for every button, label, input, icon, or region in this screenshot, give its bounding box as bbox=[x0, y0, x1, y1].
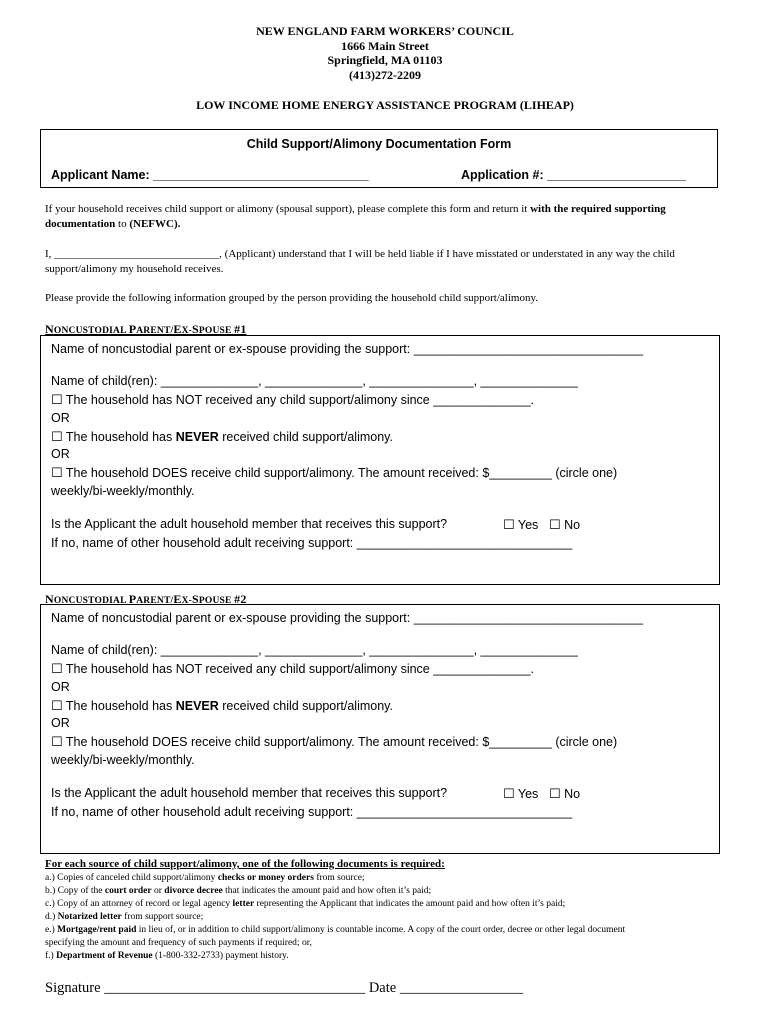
doc-item-b: b.) Copy of the court order or divorce decree that indicates the amount paid and how often it’s paid; bbox=[45, 886, 432, 896]
doc-item-a: a.) Copies of canceled child support/alimony checks or money orders from source; bbox=[45, 873, 365, 883]
doc-item-f: f.) Department of Revenue (1-800-332-2733) payment history. bbox=[45, 951, 289, 961]
checkbox-icon[interactable]: ☐ bbox=[503, 786, 515, 801]
form-title: Child Support/Alimony Documentation Form bbox=[246, 137, 512, 151]
doc-item-e: e.) Mortgage/rent paid in lieu of, or in addition to child support/alimony is countable income. A copy of the court order, decree or other legal document specifying the amount and frequency of such payments if required; or, bbox=[45, 925, 626, 948]
children-names-field[interactable]: Name of child(ren): ______________, ______________, _______________, ______________ bbox=[51, 374, 578, 388]
option-never-received[interactable]: ☐ The household has NEVER received child support/alimony. bbox=[51, 698, 393, 713]
org-name: NEW ENGLAND FARM WORKERS’ COUNCIL bbox=[256, 24, 514, 38]
liability-statement[interactable]: I, ______________________________, (Applicant) understand that I will be held liable if I have misstated or understated in any way the child support/alimony my household receives. bbox=[45, 248, 675, 275]
org-header bbox=[0, 24, 770, 82]
required-documents bbox=[45, 857, 725, 963]
or-label: OR bbox=[51, 716, 70, 730]
documents-heading: For each source of child support/alimony, one of the following documents is required: bbox=[45, 858, 445, 870]
signature-line[interactable] bbox=[45, 980, 523, 997]
checkbox-icon[interactable]: ☐ bbox=[503, 517, 515, 532]
intro-text: If your household receives child support or alimony (spousal support), please complete this form and return it bbox=[45, 203, 531, 215]
doc-item-d: d.) Notarized letter from support source; bbox=[45, 912, 204, 922]
or-label: OR bbox=[51, 411, 70, 425]
option-not-received[interactable]: ☐ The household has NOT received any child support/alimony since ______________. bbox=[51, 392, 535, 407]
intro-bold-org: (NEFWC). bbox=[129, 218, 181, 230]
other-adult-field[interactable]: If no, name of other household adult receiving support: _______________________________ bbox=[51, 805, 573, 819]
applicant-question: Is the Applicant the adult household member that receives this support? bbox=[51, 517, 448, 531]
no-option[interactable]: ☐ No bbox=[549, 786, 581, 801]
checkbox-icon[interactable]: ☐ bbox=[51, 429, 63, 444]
option-not-received[interactable]: ☐ The household has NOT received any child support/alimony since ______________. bbox=[51, 661, 535, 676]
provider-name-field[interactable]: Name of noncustodial parent or ex-spouse providing the support: _________________________________ bbox=[51, 342, 644, 356]
checkbox-icon[interactable]: ☐ bbox=[51, 465, 63, 480]
section-1-box bbox=[40, 335, 720, 585]
intro-text-to: to bbox=[115, 218, 130, 230]
program-title: LOW INCOME HOME ENERGY ASSISTANCE PROGRAM (LIHEAP) bbox=[196, 98, 574, 112]
checkbox-icon[interactable]: ☐ bbox=[51, 698, 63, 713]
form-title-box bbox=[40, 129, 718, 188]
org-street: 1666 Main Street bbox=[341, 38, 429, 53]
no-option[interactable]: ☐ No bbox=[549, 517, 581, 532]
intro-paragraph bbox=[45, 202, 715, 232]
date-field[interactable]: Date _________________ bbox=[368, 980, 524, 996]
frequency-options[interactable]: weekly/bi-weekly/monthly. bbox=[51, 484, 195, 498]
application-number-field[interactable]: Application #: ____________________ bbox=[461, 168, 687, 182]
option-does-receive[interactable]: ☐ The household DOES receive child support/alimony. The amount received: $_________ (circle one) bbox=[51, 465, 618, 480]
applicant-name-field[interactable]: Applicant Name: _______________________________ bbox=[51, 168, 369, 182]
doc-item-c: c.) Copy of an attorney of record or legal agency letter representing the Applicant that indicates the amount paid and how often it’s paid; bbox=[45, 899, 566, 909]
signature-field[interactable]: Signature ____________________________________ bbox=[45, 980, 366, 996]
intro-bold-docs: with the required supporting documentation bbox=[45, 203, 666, 230]
yes-option[interactable]: ☐ Yes bbox=[503, 786, 539, 801]
or-label: OR bbox=[51, 680, 70, 694]
option-never-received[interactable]: ☐ The household has NEVER received child support/alimony. bbox=[51, 429, 393, 444]
checkbox-icon[interactable]: ☐ bbox=[549, 786, 561, 801]
section-1-heading: NONCUSTODIAL PARENT/EX-SPOUSE #1 bbox=[45, 322, 247, 336]
applicant-question: Is the Applicant the adult household member that receives this support? bbox=[51, 786, 448, 800]
children-names-field[interactable]: Name of child(ren): ______________, ______________, _______________, ______________ bbox=[51, 643, 578, 657]
option-does-receive[interactable]: ☐ The household DOES receive child support/alimony. The amount received: $_________ (circle one) bbox=[51, 734, 618, 749]
or-label: OR bbox=[51, 447, 70, 461]
org-city: Springfield, MA 01103 bbox=[327, 53, 443, 67]
yes-option[interactable]: ☐ Yes bbox=[503, 517, 539, 532]
checkbox-icon[interactable]: ☐ bbox=[51, 734, 63, 749]
instructions-text: Please provide the following information grouped by the person providing the household child support/alimony. bbox=[45, 292, 538, 304]
other-adult-field[interactable]: If no, name of other household adult receiving support: _______________________________ bbox=[51, 536, 573, 550]
section-2-box bbox=[40, 604, 720, 854]
section-2-heading: NONCUSTODIAL PARENT/EX-SPOUSE #2 bbox=[45, 592, 247, 606]
provider-name-field[interactable]: Name of noncustodial parent or ex-spouse providing the support: _________________________________ bbox=[51, 611, 644, 625]
checkbox-icon[interactable]: ☐ bbox=[549, 517, 561, 532]
checkbox-icon[interactable]: ☐ bbox=[51, 661, 63, 676]
org-phone: (413)272-2209 bbox=[349, 67, 421, 82]
frequency-options[interactable]: weekly/bi-weekly/monthly. bbox=[51, 753, 195, 767]
checkbox-icon[interactable]: ☐ bbox=[51, 392, 63, 407]
